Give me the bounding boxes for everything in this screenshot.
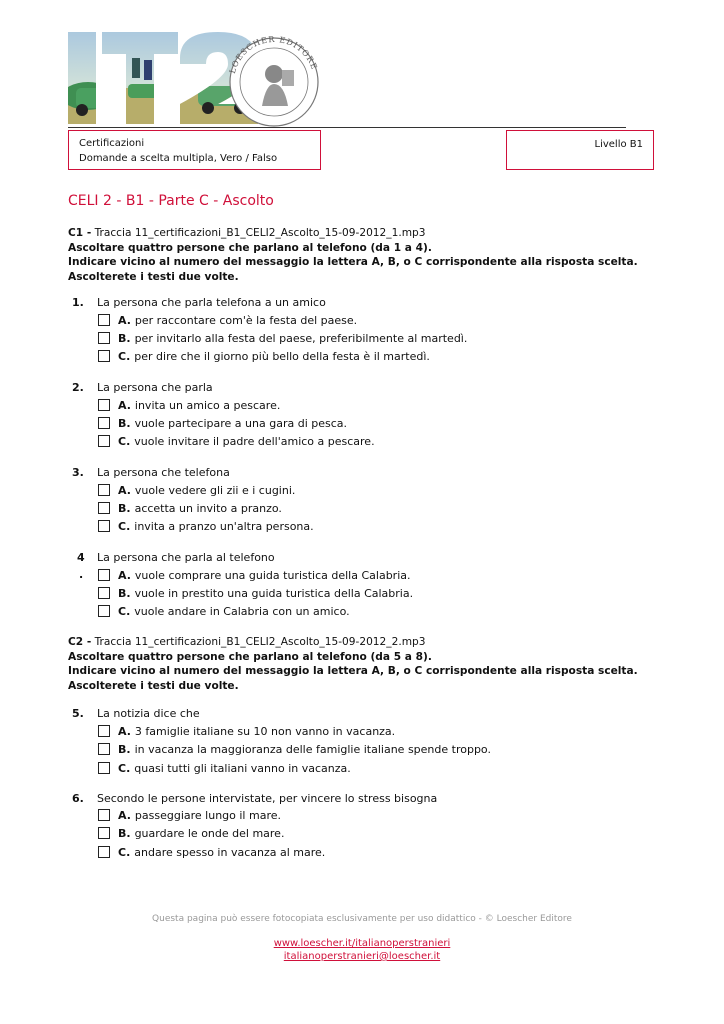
email-link[interactable]: italianoperstranieri@loescher.it <box>283 951 441 962</box>
question-stem: La persona che parla telefona a un amico <box>97 296 326 309</box>
section-c1-instructions <box>68 226 668 284</box>
question-number: 3. <box>72 466 84 479</box>
checkbox[interactable] <box>98 725 110 737</box>
copyright-note: Questa pagina può essere fotocopiata esclusivamente per uso didattico - © Loescher Editore <box>152 914 572 924</box>
level-box <box>506 130 654 170</box>
instruction-line: Ascoltare quattro persone che parlano al telefono (da 5 a 8). <box>68 650 432 663</box>
question-stem: Secondo le persone intervistate, per vincere lo stress bisogna <box>97 792 438 805</box>
option-c[interactable]: C. invita a pranzo un'altra persona. <box>98 519 314 533</box>
question-stem: La persona che parla <box>97 381 213 394</box>
checkbox[interactable] <box>98 484 110 496</box>
svg-text:LOESCHER EDITORE: LOESCHER EDITORE <box>227 34 320 75</box>
section-c2-instructions <box>68 635 668 693</box>
checkbox[interactable] <box>98 350 110 362</box>
checkbox[interactable] <box>98 332 110 344</box>
instruction-line: Ascolterete i testi due volte. <box>68 679 239 692</box>
page-title: CELI 2 - B1 - Parte C - Ascolto <box>68 193 274 209</box>
instruction-line: Ascolterete i testi due volte. <box>68 270 239 283</box>
option-c[interactable]: C. vuole andare in Calabria con un amico. <box>98 604 350 618</box>
checkbox[interactable] <box>98 809 110 821</box>
option-c[interactable]: C. per dire che il giorno più bello della festa è il martedì. <box>98 349 430 363</box>
checkbox[interactable] <box>98 605 110 617</box>
checkbox[interactable] <box>98 314 110 326</box>
checkbox[interactable] <box>98 743 110 755</box>
instruction-line: Indicare vicino al numero del messaggio la lettera A, B, o C corrispondente alla risposta scelta. <box>68 665 638 677</box>
checkbox[interactable] <box>98 587 110 599</box>
option-b[interactable]: B. in vacanza la maggioranza delle famiglie italiane spende troppo. <box>98 742 491 756</box>
level-label: Livello B1 <box>594 139 643 150</box>
checkbox[interactable] <box>98 435 110 447</box>
option-a[interactable]: A. vuole comprare una guida turistica della Calabria. <box>98 568 411 582</box>
loescher-seal <box>228 35 319 126</box>
question-stem: La persona che telefona <box>97 466 230 479</box>
option-c[interactable]: C. andare spesso in vacanza al mare. <box>98 845 325 859</box>
checkbox[interactable] <box>98 502 110 514</box>
option-b[interactable]: B. accetta un invito a pranzo. <box>98 501 282 515</box>
category-line-1: Certificazioni <box>79 138 145 149</box>
question-number: 4 <box>77 551 85 564</box>
option-b[interactable]: B. guardare le onde del mare. <box>98 826 284 840</box>
audio-track-link: Traccia 11_certificazioni_B1_CELI2_Ascolto_15-09-2012_2.mp3 <box>91 636 426 648</box>
question-number-dot: . <box>79 568 84 581</box>
checkbox[interactable] <box>98 520 110 532</box>
option-a[interactable]: A. vuole vedere gli zii e i cugini. <box>98 483 295 497</box>
question-number: 2. <box>72 381 84 394</box>
checkbox[interactable] <box>98 417 110 429</box>
question-number: 5. <box>72 707 84 720</box>
option-b[interactable]: B. vuole in prestito una guida turistica della Calabria. <box>98 586 413 600</box>
question-number: 6. <box>72 792 84 805</box>
audio-track-link: Traccia 11_certificazioni_B1_CELI2_Ascolto_15-09-2012_1.mp3 <box>91 227 426 239</box>
option-c[interactable]: C. vuole invitare il padre dell'amico a pescare. <box>98 434 375 448</box>
section-code: C2 - <box>68 636 92 648</box>
category-box <box>68 130 321 170</box>
it2-logo <box>68 28 326 130</box>
question-stem: La persona che parla al telefono <box>97 551 275 564</box>
option-b[interactable]: B. vuole partecipare a una gara di pesca. <box>98 416 347 430</box>
header-rule <box>68 127 626 128</box>
checkbox[interactable] <box>98 827 110 839</box>
section-code: C1 - <box>68 227 92 239</box>
instruction-line: Ascoltare quattro persone che parlano al telefono (da 1 a 4). <box>68 241 432 254</box>
category-line-2: Domande a scelta multipla, Vero / Falso <box>79 153 278 164</box>
checkbox[interactable] <box>98 846 110 858</box>
option-a[interactable]: A. per raccontare com'è la festa del paese. <box>98 313 357 327</box>
option-a[interactable]: A. invita un amico a pescare. <box>98 398 280 412</box>
checkbox[interactable] <box>98 569 110 581</box>
website-link[interactable]: www.loescher.it/italianoperstranieri <box>273 938 451 949</box>
option-a[interactable]: A. 3 famiglie italiane su 10 non vanno in vacanza. <box>98 724 395 738</box>
checkbox[interactable] <box>98 399 110 411</box>
option-c[interactable]: C. quasi tutti gli italiani vanno in vacanza. <box>98 761 351 775</box>
option-b[interactable]: B. per invitarlo alla festa del paese, preferibilmente al martedì. <box>98 331 467 345</box>
checkbox[interactable] <box>98 762 110 774</box>
instruction-line: Indicare vicino al numero del messaggio la lettera A, B, o C corrispondente alla risposta scelta. <box>68 256 638 268</box>
question-stem: La notizia dice che <box>97 707 200 720</box>
question-number: 1. <box>72 296 84 309</box>
option-a[interactable]: A. passeggiare lungo il mare. <box>98 808 281 822</box>
